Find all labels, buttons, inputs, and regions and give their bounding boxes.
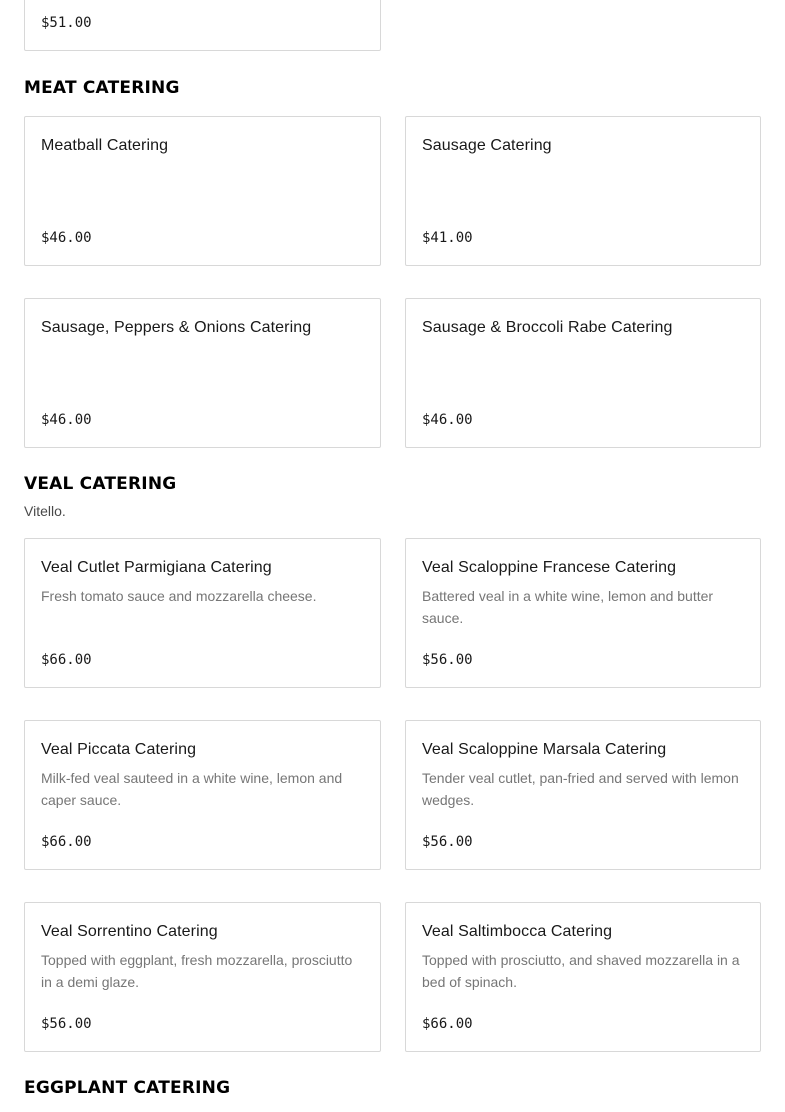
item-price: $41.00 (422, 230, 473, 246)
item-description: Tender veal cutlet, pan-fried and served with lemon wedges. (422, 770, 739, 808)
item-price: $66.00 (41, 834, 92, 850)
item-price: $66.00 (41, 652, 92, 668)
item-price: $56.00 (41, 1016, 92, 1032)
section-title-meat-catering: MEAT CATERING (24, 78, 180, 98)
item-price: $46.00 (41, 412, 92, 428)
menu-item-card[interactable] (24, 538, 381, 688)
item-name: Sausage & Broccoli Rabe Catering (422, 319, 673, 336)
item-price: $56.00 (422, 652, 473, 668)
item-description: Battered veal in a white wine, lemon and butter sauce. (422, 588, 714, 626)
menu-item-card[interactable] (405, 538, 761, 688)
menu-item-card[interactable] (405, 902, 761, 1052)
item-description: Fresh tomato sauce and mozzarella cheese. (41, 588, 317, 604)
item-description: Milk-fed veal sauteed in a white wine, lemon and caper sauce. (41, 770, 343, 808)
item-description: Topped with prosciutto, and shaved mozzarella in a bed of spinach. (422, 952, 740, 990)
item-price: $66.00 (422, 1016, 473, 1032)
item-price: $51.00 (41, 15, 92, 31)
item-name: Veal Sorrentino Catering (41, 923, 218, 940)
item-name: Veal Scaloppine Marsala Catering (422, 741, 667, 758)
item-name: Veal Piccata Catering (41, 741, 197, 758)
item-name: Veal Scaloppine Francese Catering (422, 559, 677, 576)
item-description: Topped with eggplant, fresh mozzarella, prosciutto in a demi glaze. (41, 952, 353, 990)
menu-item-card[interactable] (24, 116, 381, 266)
menu-item-card[interactable] (405, 720, 761, 870)
section-description: Vitello. (24, 503, 66, 519)
item-name: Sausage, Peppers & Onions Catering (41, 319, 312, 336)
item-price: $56.00 (422, 834, 473, 850)
item-name: Veal Saltimbocca Catering (422, 923, 613, 940)
menu-item-card[interactable] (24, 902, 381, 1052)
menu-item-card[interactable] (405, 298, 761, 448)
section-title-eggplant-catering: EGGPLANT CATERING (24, 1078, 231, 1098)
item-name: Sausage Catering (422, 137, 552, 154)
menu-item-card[interactable] (24, 298, 381, 448)
section-title-veal-catering: VEAL CATERING (24, 474, 177, 494)
menu-item-card[interactable] (24, 0, 381, 51)
item-name: Veal Cutlet Parmigiana Catering (41, 559, 272, 576)
item-price: $46.00 (422, 412, 473, 428)
menu-item-card[interactable] (405, 116, 761, 266)
item-name: Meatball Catering (41, 137, 169, 154)
item-price: $46.00 (41, 230, 92, 246)
menu-item-card[interactable] (24, 720, 381, 870)
